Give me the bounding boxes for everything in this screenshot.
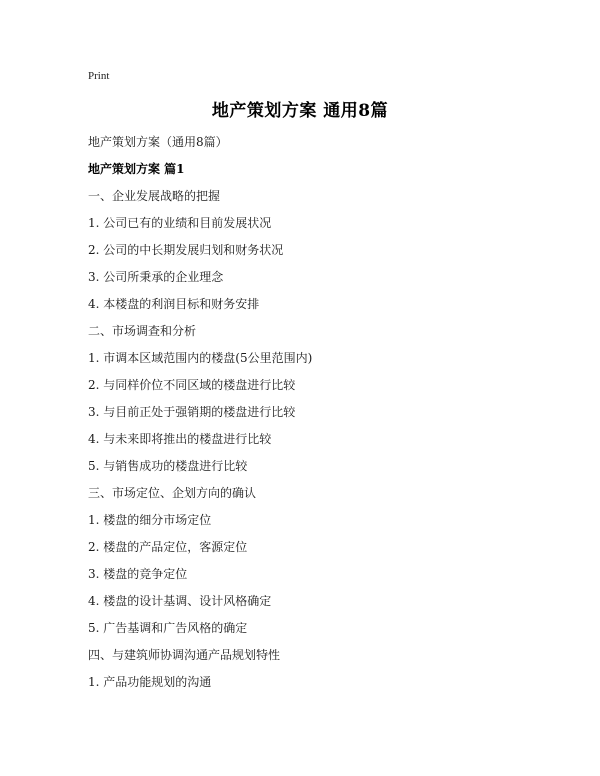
content-line: 一、企业发展战略的把握 <box>88 189 221 203</box>
content-line: 3. 楼盘的竞争定位 <box>88 567 188 581</box>
content-line: 1. 产品功能规划的沟通 <box>88 675 212 689</box>
content-line: 2. 楼盘的产品定位，客源定位 <box>88 540 248 554</box>
content-line: 1. 楼盘的细分市场定位 <box>88 513 212 527</box>
print-label: Print <box>88 70 110 82</box>
content-line: 四、与建筑师协调沟通产品规划特性 <box>88 648 281 662</box>
document-title: 地产策划方案 通用8篇 <box>211 101 389 121</box>
section-heading: 地产策划方案 篇1 <box>88 162 185 176</box>
content-line: 2. 公司的中长期发展归划和财务状况 <box>88 243 284 257</box>
content-line: 1. 市调本区域范围内的楼盘(5公里范围内) <box>88 351 313 365</box>
content-line: 4. 与未来即将推出的楼盘进行比较 <box>88 432 272 446</box>
content-line: 3. 与目前正处于强销期的楼盘进行比较 <box>88 405 296 419</box>
content-line: 2. 与同样价位不同区域的楼盘进行比较 <box>88 378 296 392</box>
content-line: 4. 楼盘的设计基调、设计风格确定 <box>88 594 272 608</box>
content-line: 二、市场调查和分析 <box>88 324 197 338</box>
content-line: 4. 本楼盘的利润目标和财务安排 <box>88 297 260 311</box>
content-line: 三、市场定位、企划方向的确认 <box>88 486 257 500</box>
subtitle-line: 地产策划方案（通用8篇） <box>88 135 228 149</box>
content-line: 5. 广告基调和广告风格的确定 <box>88 621 248 635</box>
content-line: 3. 公司所秉承的企业理念 <box>88 270 224 284</box>
content-line: 5. 与销售成功的楼盘进行比较 <box>88 459 248 473</box>
content-line: 1. 公司已有的业绩和目前发展状况 <box>88 216 272 230</box>
